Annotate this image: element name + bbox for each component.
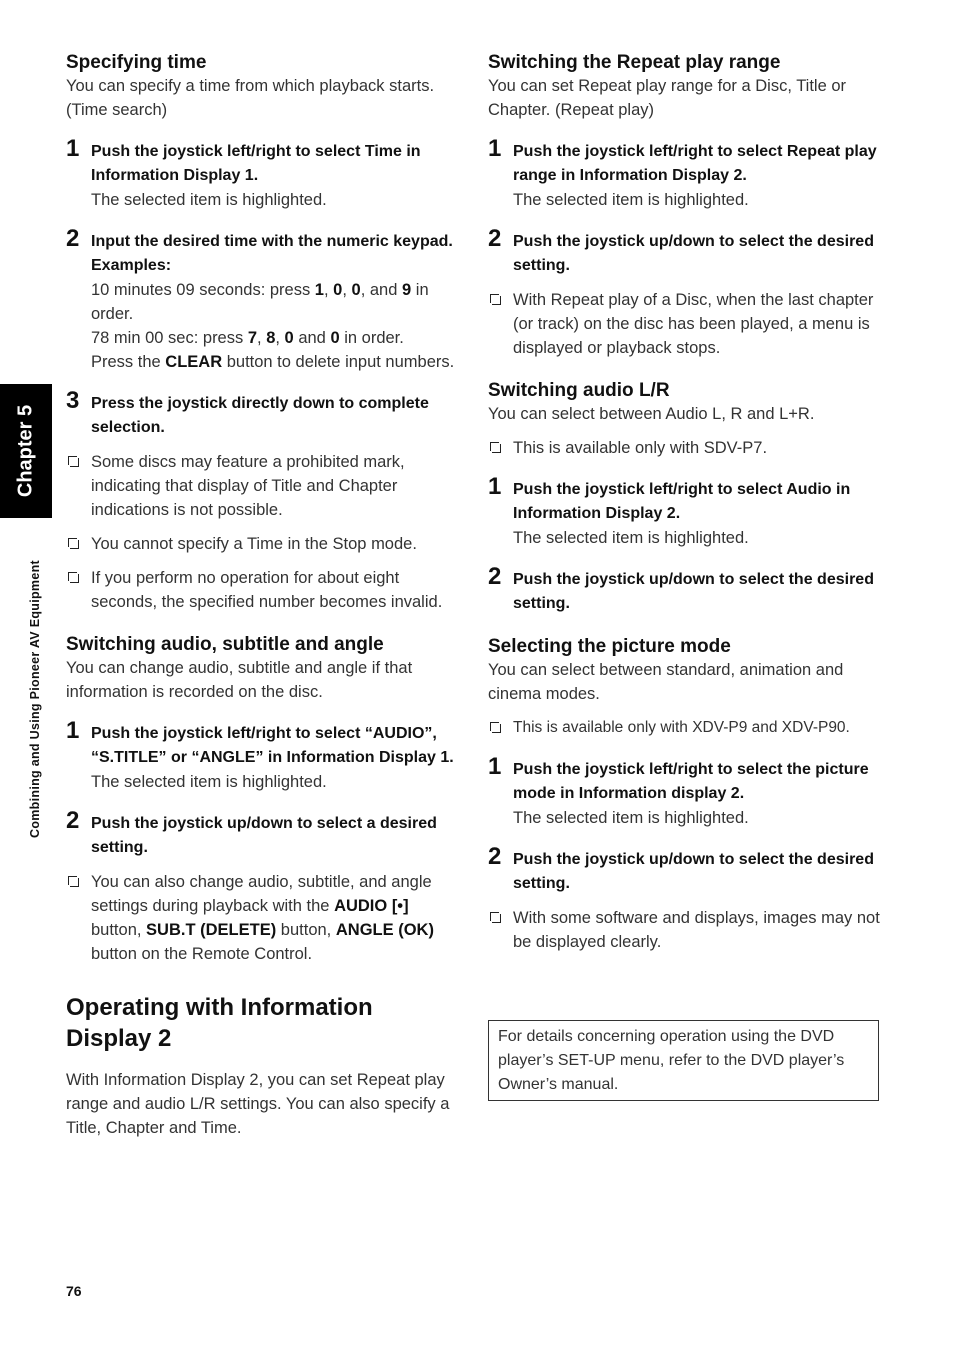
- intro-repeat-range: You can set Repeat play range for a Disc, Title or Chapter. (Repeat play): [488, 77, 847, 119]
- checkbox-bullet-icon: [68, 456, 77, 465]
- step-instruction: Press the joystick directly down to complete selection.: [91, 395, 429, 436]
- step-number: 2: [488, 563, 502, 590]
- step-number: 1: [488, 135, 502, 162]
- step-1: [66, 717, 458, 794]
- section-switching-audio: [66, 634, 458, 966]
- checkbox-bullet-icon: [490, 294, 499, 303]
- right-column: [488, 52, 880, 954]
- step-2: [66, 807, 458, 860]
- note: If you perform no operation for about eight seconds, the specified number becomes invalid.: [66, 566, 458, 614]
- checkbox-bullet-icon: [68, 538, 77, 547]
- step-result: The selected item is highlighted.: [513, 529, 749, 547]
- page-number: 76: [66, 1283, 82, 1299]
- intro-specifying-time: You can specify a time from which playback starts. (Time search): [66, 77, 435, 119]
- info-box: For details concerning operation using the DVD player’s SET-UP menu, refer to the DVD player’s Owner’s manual.: [488, 1020, 879, 1101]
- clear-instruction: Press the CLEAR button to delete input numbers.: [91, 353, 455, 371]
- left-column: [66, 52, 458, 1140]
- step-number: 3: [66, 387, 80, 414]
- step-number: 2: [66, 807, 80, 834]
- step-3: [66, 387, 458, 440]
- step-1: [488, 473, 880, 550]
- step-instruction: Push the joystick left/right to select Audio in Information Display 2.: [513, 481, 851, 522]
- section-repeat-range: [488, 52, 880, 360]
- examples-label: Examples:: [91, 257, 172, 274]
- step-instruction: Push the joystick left/right to select Time in Information Display 1.: [91, 143, 421, 184]
- step-instruction: Push the joystick up/down to select a desired setting.: [91, 815, 437, 856]
- step-instruction: Input the desired time with the numeric keypad.: [91, 233, 453, 250]
- heading-specifying-time: Specifying time: [66, 52, 207, 73]
- note: You cannot specify a Time in the Stop mode.: [66, 532, 458, 556]
- note: Some discs may feature a prohibited mark, indicating that display of Title and Chapter indications is not possible.: [66, 450, 458, 522]
- intro-audio-lr: You can select between Audio L, R and L+R.: [488, 405, 815, 423]
- heading-repeat-range: Switching the Repeat play range: [488, 52, 781, 73]
- step-number: 2: [488, 225, 502, 252]
- step-result: The selected item is highlighted.: [91, 191, 327, 209]
- checkbox-bullet-icon: [490, 442, 499, 451]
- section-picture-mode: [488, 636, 880, 954]
- step-number: 1: [488, 753, 502, 780]
- step-2: [488, 843, 880, 896]
- note: This is available only with SDV-P7.: [488, 436, 880, 460]
- intro-operating: With Information Display 2, you can set Repeat play range and audio L/R settings. You can also specify a Title, Chapter and Time.: [66, 1071, 450, 1137]
- step-2: [488, 225, 880, 278]
- step-instruction: Push the joystick left/right to select “AUDIO”, “S.TITLE” or “ANGLE” in Information Display 1.: [91, 725, 454, 766]
- step-instruction: Push the joystick left/right to select the picture mode in Information display 2.: [513, 761, 869, 802]
- example-2: 78 min 00 sec: press 7, 8, 0 and 0 in order.: [91, 329, 404, 347]
- step-instruction: Push the joystick up/down to select the desired setting.: [513, 571, 874, 612]
- chapter-tab-label: Chapter 5: [14, 404, 37, 498]
- checkbox-bullet-icon: [490, 722, 499, 731]
- intro-picture-mode: You can select between standard, animation and cinema modes.: [488, 661, 844, 703]
- section-specifying-time: [66, 52, 458, 614]
- heading-audio-lr: Switching audio L/R: [488, 380, 670, 401]
- heading-operating: Operating with Information Display 2: [66, 994, 373, 1052]
- heading-picture-mode: Selecting the picture mode: [488, 636, 731, 657]
- heading-switching-audio: Switching audio, subtitle and angle: [66, 634, 384, 655]
- section-audio-lr: [488, 380, 880, 616]
- step-instruction: Push the joystick left/right to select Repeat play range in Information Display 2.: [513, 143, 877, 184]
- step-result: The selected item is highlighted.: [513, 191, 749, 209]
- checkbox-bullet-icon: [490, 912, 499, 921]
- checkbox-bullet-icon: [68, 572, 77, 581]
- step-number: 1: [488, 473, 502, 500]
- note: You can also change audio, subtitle, and angle settings during playback with the AUDIO [•] button, SUB.T (DELETE) button, ANGLE (OK) button on the Remote Control.: [66, 870, 458, 966]
- intro-switching-audio: You can change audio, subtitle and angle if that information is recorded on the disc.: [66, 659, 413, 701]
- step-instruction: Push the joystick up/down to select the desired setting.: [513, 233, 874, 274]
- step-number: 2: [66, 225, 80, 252]
- checkbox-bullet-icon: [68, 876, 77, 885]
- section-side-label: Combining and Using Pioneer AV Equipment: [28, 560, 42, 838]
- step-result: The selected item is highlighted.: [91, 773, 327, 791]
- note: With some software and displays, images may not be displayed clearly.: [488, 906, 880, 954]
- step-result: The selected item is highlighted.: [513, 809, 749, 827]
- step-1: [488, 753, 880, 830]
- step-1: [488, 135, 880, 212]
- note: This is available only with XDV-P9 and XDV-P90.: [488, 716, 880, 740]
- example-1: 10 minutes 09 seconds: press 1, 0, 0, and 9 in order.: [91, 281, 429, 323]
- step-number: 1: [66, 717, 80, 744]
- step-2: [66, 225, 458, 374]
- step-1: [66, 135, 458, 212]
- note: With Repeat play of a Disc, when the last chapter (or track) on the disc has been played, a menu is displayed or playback stops.: [488, 288, 880, 360]
- step-number: 1: [66, 135, 80, 162]
- step-instruction: Push the joystick up/down to select the desired setting.: [513, 851, 874, 892]
- step-2: [488, 563, 880, 616]
- step-number: 2: [488, 843, 502, 870]
